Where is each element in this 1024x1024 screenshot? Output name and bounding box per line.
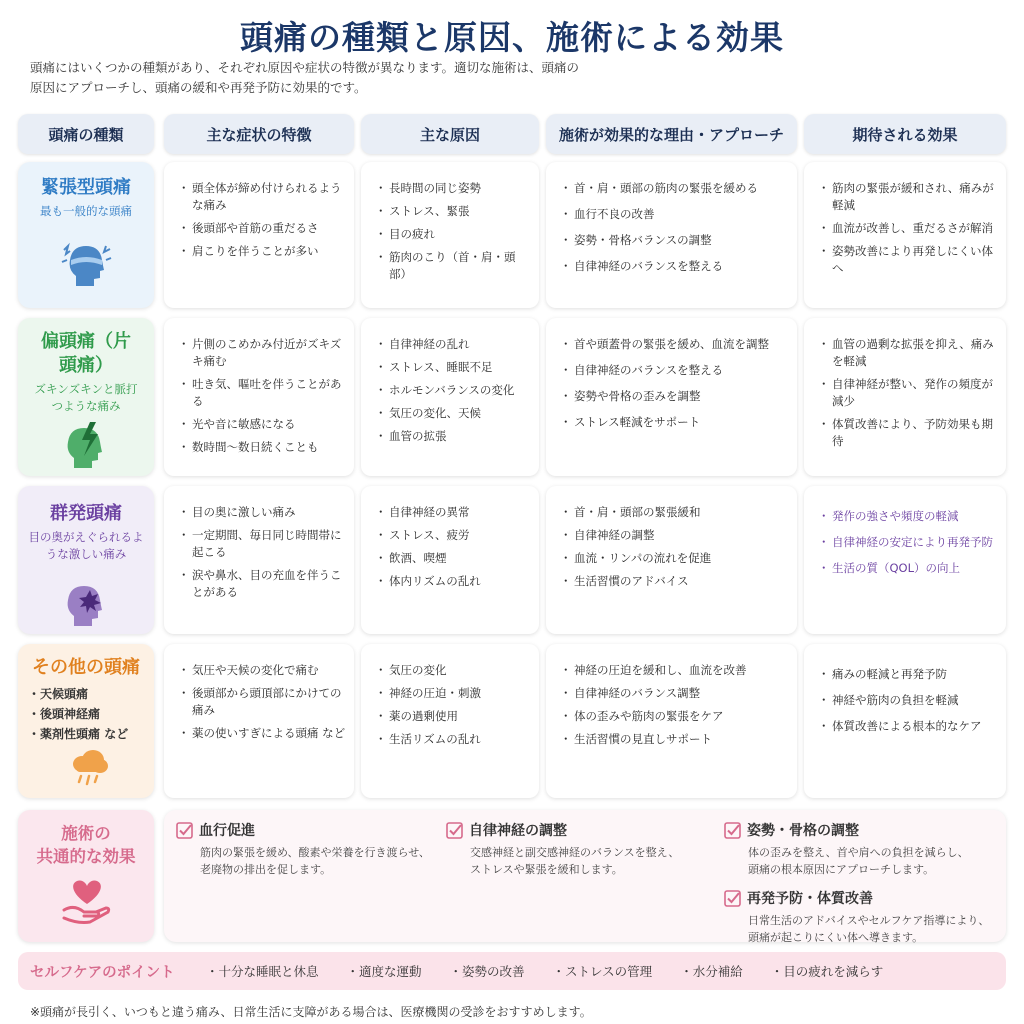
list-item: ・ 自律神経の異常 [377, 504, 531, 521]
list-item: ・ 涙や鼻水、目の充血を伴うことがある [180, 567, 346, 601]
list-item: ・ 気圧の変化、天候 [377, 405, 531, 422]
list-item: ・ ホルモンバランスの変化 [377, 382, 531, 399]
effect-desc-line: 頭痛が起こりにくい体へ導きます。 [748, 931, 924, 944]
sub-type-item: ・天候頭痛 [28, 687, 89, 701]
list-item: ・ ストレス、疲労 [377, 527, 531, 544]
selfcare-item: ・目の疲れを減らす [770, 964, 884, 979]
weather-cloud-icon [68, 748, 110, 788]
cell-cluster-symptoms [164, 486, 354, 634]
list-item: ・ ストレス軽減をサポート [562, 414, 789, 431]
list-item: ・ 数時間〜数日続くことも [180, 439, 346, 456]
effect-desc-line: 日常生活のアドバイスやセルフケア指導により、 [748, 914, 990, 927]
list-item: ・ 首や頭蓋骨の緊張を緩め、血流を調整 [562, 336, 789, 353]
header-causes: 主な原因 [361, 114, 539, 154]
common-effects-label [18, 810, 154, 942]
list-item: ・ 筋肉の緊張が緩和され、痛みが軽減 [820, 180, 998, 214]
cell-tension-approach [546, 162, 797, 308]
selfcare-item: ・ストレスの管理 [552, 964, 653, 979]
list-item: ・ 目の奥に激しい痛み [180, 504, 346, 521]
list-item: ・ 頭全体が締め付けられるような痛み [180, 180, 346, 214]
checkbox-icon [724, 890, 741, 907]
list-item: ・ 薬の使いすぎによる頭痛 など [180, 725, 346, 742]
list-item: ・ 薬の過剰使用 [377, 708, 531, 725]
head-band-icon [58, 234, 114, 290]
list-item: ・ 肩こりを伴うことが多い [180, 243, 346, 260]
list-item: ・ 首・肩・頭部の筋肉の緊張を緩める [562, 180, 789, 197]
effect-title: 再発予防・体質改善 [747, 891, 873, 907]
cell-other-symptoms [164, 644, 354, 798]
header-approach: 施術が効果的な理由・アプローチ [546, 114, 797, 154]
list-item: ・ 目の疲れ [377, 226, 531, 243]
selfcare-item: ・適度な運動 [346, 964, 422, 979]
intro-line-1: 頭痛にはいくつかの種類があり、それぞれ原因や症状の特徴が異なります。適切な施術は、頭痛の [30, 60, 580, 75]
heart-hand-icon [62, 874, 112, 926]
list-item: ・ 首・肩・頭部の緊張緩和 [562, 504, 789, 521]
list-item: ・ 血管の過剰な拡張を抑え、痛みを軽減 [820, 336, 998, 370]
list-item: ・ 自律神経のバランスを整える [562, 362, 789, 379]
intro-text [30, 58, 680, 98]
row-name: 緊張型頭痛 [41, 177, 131, 198]
page-title: 頭痛の種類と原因、施術による効果 [240, 18, 784, 57]
cell-migraine-approach [546, 318, 797, 476]
list-item: ・ 飲酒、喫煙 [377, 550, 531, 567]
cell-other-effects [804, 644, 1006, 798]
common-effect-prevention [724, 888, 989, 946]
sub-type-item: ・後頭神経痛 [28, 707, 101, 721]
sub-type-label: 天候頭痛 [40, 687, 89, 701]
list-item: ・ 気圧の変化 [377, 662, 531, 679]
effect-desc-line: 筋肉の緊張を緩め、酸素や栄養を行き渡らせ、 [200, 846, 430, 859]
sub-type-label: 薬剤性頭痛 など [40, 727, 129, 741]
cell-cluster-approach [546, 486, 797, 634]
selfcare-bar [18, 952, 1006, 990]
row-label-other [18, 644, 154, 798]
cell-tension-symptoms [164, 162, 354, 308]
list-item: ・ 吐き気、嘔吐を伴うことがある [180, 376, 346, 410]
list-item: ・ 発作の強さや頻度の軽減 [820, 508, 998, 525]
list-item: ・ 体内リズムの乱れ [377, 573, 531, 590]
effect-title: 姿勢・骨格の調整 [747, 823, 859, 839]
cell-tension-causes [361, 162, 539, 308]
row-subtitle: ズキンズキンと脈打つような痛み [34, 382, 138, 413]
list-item: ・ 片側のこめかみ付近がズキズキ痛む [180, 336, 346, 370]
list-item: ・ 自律神経のバランスを整える [562, 258, 789, 275]
list-item: ・ 気圧や天候の変化で痛む [180, 662, 346, 679]
list-item: ・ ストレス、睡眠不足 [377, 359, 531, 376]
effect-title: 自律神経の調整 [469, 823, 567, 839]
selfcare-item: ・水分補給 [680, 964, 743, 979]
footnote: ※頭痛が長引く、いつもと違う痛み、日常生活に支障がある場合は、医療機関の受診をおすすめします。 [30, 1005, 592, 1019]
cell-cluster-effects [804, 486, 1006, 634]
list-item: ・ 痛みの軽減と再発予防 [820, 666, 998, 683]
cell-other-causes [361, 644, 539, 798]
list-item: ・ 神経の圧迫を緩和し、血流を改善 [562, 662, 789, 679]
effect-desc-line: 老廃物の排出を促します。 [200, 863, 332, 876]
common-effect-autonomic [446, 820, 679, 878]
row-label-tension [18, 162, 154, 308]
list-item: ・ 体質改善により、予防効果も期待 [820, 416, 998, 450]
cell-migraine-symptoms [164, 318, 354, 476]
list-item: ・ 生活の質（QOL）の向上 [820, 560, 998, 577]
head-burst-icon [60, 576, 112, 628]
header-symptoms: 主な症状の特徴 [164, 114, 354, 154]
list-item: ・ 血流が改善し、重だるさが解消 [820, 220, 998, 237]
effect-desc-line: 頭痛の根本原因にアプローチします。 [748, 863, 935, 876]
cell-migraine-causes [361, 318, 539, 476]
list-item: ・ 姿勢改善により再発しにくい体へ [820, 243, 998, 277]
common-label-line-2: 共通的な効果 [36, 847, 136, 866]
effect-desc-line: 交感神経と副交感神経のバランスを整え、 [470, 846, 680, 859]
common-effect-blood-flow [176, 820, 430, 878]
common-effect-posture [724, 820, 969, 878]
list-item: ・ 生活習慣のアドバイス [562, 573, 789, 590]
checkbox-icon [446, 822, 463, 839]
list-item: ・ 光や音に敏感になる [180, 416, 346, 433]
checkbox-icon [724, 822, 741, 839]
list-item: ・ 体の歪みや筋肉の緊張をケア [562, 708, 789, 725]
cell-cluster-causes [361, 486, 539, 634]
list-item: ・ 自律神経の乱れ [377, 336, 531, 353]
checkbox-icon [176, 822, 193, 839]
effect-title: 血行促進 [199, 823, 255, 839]
cell-other-approach [546, 644, 797, 798]
list-item: ・ 血管の拡張 [377, 428, 531, 445]
selfcare-item: ・姿勢の改善 [449, 964, 525, 979]
effect-desc-line: 体の歪みを整え、首や肩への負担を減らし、 [748, 846, 969, 859]
list-item: ・ 自律神経の調整 [562, 527, 789, 544]
header-effects: 期待される効果 [804, 114, 1006, 154]
list-item: ・ 姿勢や骨格の歪みを調整 [562, 388, 789, 405]
header-type: 頭痛の種類 [18, 114, 154, 154]
intro-line-2: 原因にアプローチし、頭痛の緩和や再発予防に効果的です。 [30, 80, 367, 95]
list-item: ・ 神経の圧迫・刺激 [377, 685, 531, 702]
row-name: 群発頭痛 [50, 503, 122, 524]
list-item: ・ 生活習慣の見直しサポート [562, 731, 789, 748]
cell-migraine-effects [804, 318, 1006, 476]
list-item: ・ 神経や筋肉の負担を軽減 [820, 692, 998, 709]
list-item: ・ 生活リズムの乱れ [377, 731, 531, 748]
list-item: ・ 血行不良の改善 [562, 206, 789, 223]
selfcare-label: セルフケアのポイント [30, 964, 175, 981]
list-item: ・ 一定期間、毎日同じ時間帯に起こる [180, 527, 346, 561]
row-label-cluster [18, 486, 154, 634]
list-item: ・ 血流・リンパの流れを促進 [562, 550, 789, 567]
list-item: ・ 長時間の同じ姿勢 [377, 180, 531, 197]
effect-desc-line: ストレスや緊張を緩和します。 [470, 863, 623, 876]
row-subtitle: 最も一般的な頭痛 [40, 204, 132, 218]
list-item: ・ 後頭部や首筋の重だるさ [180, 220, 346, 237]
head-lightning-icon [60, 418, 112, 470]
list-item: ・ ストレス、緊張 [377, 203, 531, 220]
sub-type-label: 後頭神経痛 [40, 707, 101, 721]
list-item: ・ 後頭部から頭頂部にかけての痛み [180, 685, 346, 719]
selfcare-item: ・十分な睡眠と休息 [206, 964, 319, 979]
common-effects-panel [164, 810, 1006, 942]
row-name: 偏頭痛（片頭痛） [41, 331, 131, 376]
row-label-migraine [18, 318, 154, 476]
list-item: ・ 体質改善による根本的なケア [820, 718, 998, 735]
row-name: その他の頭痛 [32, 657, 140, 678]
list-item: ・ 自律神経が整い、発作の頻度が減少 [820, 376, 998, 410]
common-label-line-1: 施術の [61, 824, 111, 843]
list-item: ・ 筋肉のこり（首・肩・頭部） [377, 249, 531, 283]
row-subtitle: 目の奥がえぐられるような激しい痛み [28, 530, 144, 561]
list-item: ・ 姿勢・骨格バランスの調整 [562, 232, 789, 249]
list-item: ・ 自律神経のバランス調整 [562, 685, 789, 702]
sub-type-item: ・薬剤性頭痛 など [28, 727, 129, 741]
list-item: ・ 自律神経の安定により再発予防 [820, 534, 998, 551]
cell-tension-effects [804, 162, 1006, 308]
